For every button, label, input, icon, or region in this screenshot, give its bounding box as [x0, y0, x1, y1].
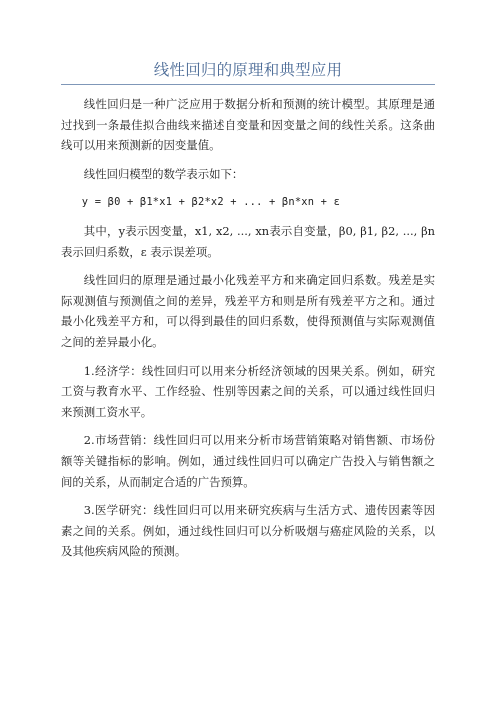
variables-paragraph: 其中，y表示因变量，x1, x2, ..., xn表示自变量，β0, β1, β2, ..., βn表示回归系数，ε 表示误差项。: [61, 223, 435, 259]
regression-formula: y = β0 + β1*x1 + β2*x2 + ... + βn*xn + ε: [81, 196, 341, 209]
title-underline: [61, 84, 435, 85]
application-marketing-paragraph: 2.市场营销：线性回归可以用来分析市场营销策略对销售额、市场份额等关键指标的影响。例如，通过线性回归可以确定广告投入与销售额之间的关系，从而制定合适的广告预算。: [61, 433, 435, 489]
model-intro-paragraph: 线性回归模型的数学表示如下：: [83, 166, 244, 181]
document-title: 线性回归的原理和典型应用: [153, 61, 343, 79]
application-economics-paragraph: 1.经济学：线性回归可以用来分析经济领域的因果关系。例如，研究工资与教育水平、工作经验、性别等因素之间的关系，可以通过线性回归来预测工资水平。: [61, 363, 435, 419]
principle-paragraph: 线性回归的原理是通过最小化残差平方和来确定回归系数。残差是实际观测值与预测值之间的差异，残差平方和则是所有残差平方之和。通过最小化残差平方和，可以得到最佳的回归系数，使得预测值与实际观测值之间的差异最小化。: [61, 273, 435, 349]
application-medical-paragraph: 3.医学研究：线性回归可以用来研究疾病与生活方式、遗传因素等因素之间的关系。例如，通过线性回归可以分析吸烟与癌症风险的关系，以及其他疾病风险的预测。: [61, 503, 435, 559]
intro-paragraph: 线性回归是一种广泛应用于数据分析和预测的统计模型。其原理是通过找到一条最佳拟合曲线来描述自变量和因变量之间的线性关系。这条曲线可以用来预测新的因变量值。: [61, 97, 435, 153]
document-body: [61, 94, 435, 570]
